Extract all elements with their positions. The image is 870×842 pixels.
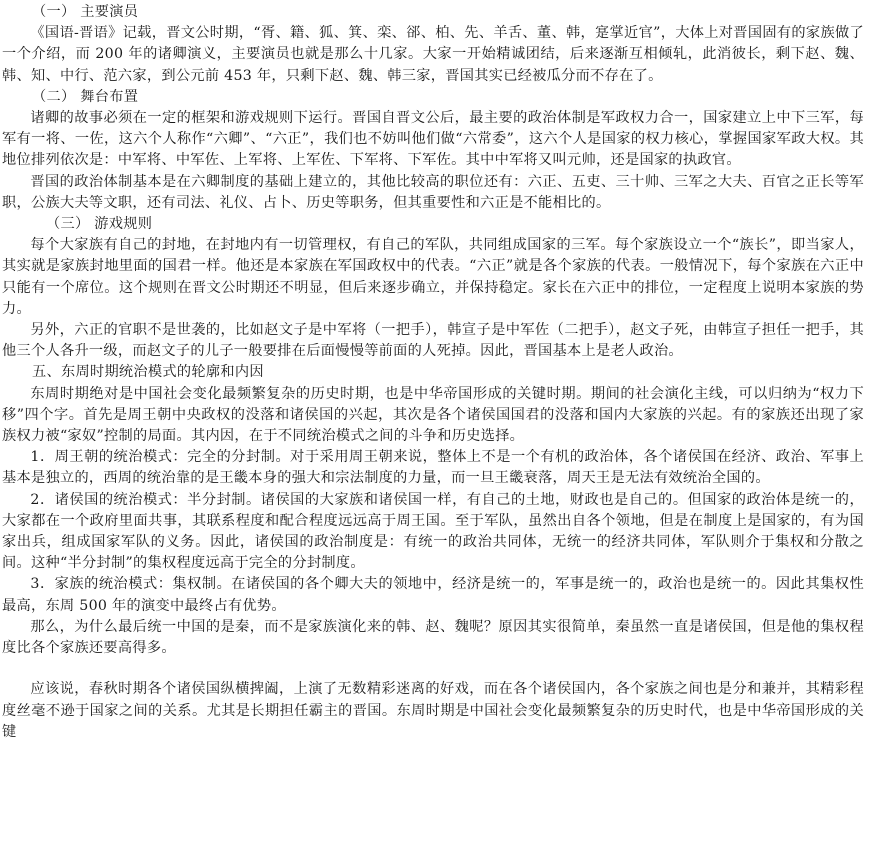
heading-section-five: 五、东周时期统治模式的轮廓和内因 xyxy=(32,364,264,381)
paragraph-rules-2: 另外，六正的官职不是世袭的，比如赵文子是中军将（一把手），韩宣子是中军佐（二把手），赵文子死，由韩宣子担任一把手，其他三个人各升一级，而赵文子的儿子一般要排在后面慢慢等前面的人死掉。因此，晋国基本上是老人政治。 xyxy=(2,322,864,360)
paragraph-rules-1: 每个大家族有自己的封地，在封地内有一切管理权，有自己的军队，共同组成国家的三军。每个家族设立一个“族长”，即当家人，其实就是家族封地里面的国君一样。他还是本家族在军国政权中的代表。“六正”就是各个家族的代表。一般情况下，每个家族在六正中只能有一个席位。这个规则在晋文公时期还不明显，但后来逐步确立，并保持稳定。家长在六正中的排位，一定程度上说明本家族的势力。 xyxy=(2,237,864,317)
list-item-vassal-mode: 2．诸侯国的统治模式：半分封制。诸侯国的大家族和诸侯国一样，有自己的土地，财政也是自己的。但国家的政治体是统一的，大家都在一个政府里面共事，其联系程度和配合程度远远高于周王国。至于军队，虽然出自各个领地，但是在制度上是国家的，有为国家出兵，组成国家军队的义务。因此，诸侯国的政治制度是：有统一的政治共同体，无统一的经济共同体，军队则介于集权和分散之间。这种“半分封制”的集权程度远高于完全的分封制度。 xyxy=(2,491,864,572)
paragraph-section-five-intro: 东周时期绝对是中国社会变化最频繁复杂的历史时期，也是中华帝国形成的关键时期。期间的社会演化主线，可以归纳为“权力下移”四个字。首先是周王朝中央政权的没落和诸侯国的兴起，其次是各个诸侯国国君的没落和国内大家族的兴起。有的家族还出现了家族权力被“家奴”控制的局面。其内因，在于不同统治模式之间的斗争和历史选择。 xyxy=(2,385,864,445)
paragraph-stage-2: 晋国的政治体制基本是在六卿制度的基础上建立的，其他比较高的职位还有：六正、五吏、三十帅、三军之大夫、百官之正长等军职，公族大夫等文职，还有司法、礼仪、占卜、历史等职务，但其重要性和六正是不能相比的。 xyxy=(2,173,864,211)
heading-main-actors: （一） 主要演员 xyxy=(32,4,139,20)
list-item-zhou-mode: 1．周王朝的统治模式：完全的分封制。对于采用周王朝来说，整体上不是一个有机的政治体，各个诸侯国在经济、政治、军事上基本是独立的，西周的统治靠的是王畿本身的强大和宗法制度的力量，而一旦王畿衰落，周天王是无法有效统治全国的。 xyxy=(2,449,864,487)
paragraph-conclusion: 那么，为什么最后统一中国的是秦，而不是家族演化来的韩、赵、魏呢？原因其实很简单，秦虽然一直是诸侯国，但是他的集权程度比各个家族还要高得多。 xyxy=(2,618,864,657)
list-item-clan-mode: 3．家族的统治模式：集权制。在诸侯国的各个卿大夫的领地中，经济是统一的，军事是统一的，政治也是统一的。因此其集权性最高，东周 500 年的演变中最终占有优势。 xyxy=(2,576,864,614)
paragraph-closing: 应该说，春秋时期各个诸侯国纵横捭阖，上演了无数精彩迷离的好戏，而在各个诸侯国内，各个家族之间也是分和兼并，其精彩程度丝毫不逊于国家之间的关系。尤其是长期担任霸主的晋国。东周时期是中国社会变化最频繁复杂的历史时代，也是中华帝国形成的关键 xyxy=(2,681,864,740)
paragraph-gap xyxy=(2,659,864,679)
heading-game-rules: （三） 游戏规则 xyxy=(46,216,153,233)
heading-stage-setup: （二） 舞台布置 xyxy=(32,88,139,105)
paragraph-stage-1: 诸卿的故事必须在一定的框架和游戏规则下运行。晋国自晋文公后，最主要的政治体制是军政权力合一，国家建立上中下三军，每军有一将、一佐，这六个人称作“六卿”、“六正”，我们也不妨叫他们做“六常委”，这六个人是国家的权力核心，掌握国家军政大权。其地位排列依次是：中军将、中军佐、上军将、上军佐、下军将、下军佐。其中中军将又叫元帅，还是国家的执政官。 xyxy=(2,110,864,169)
paragraph-actors: 《国语-晋语》记载，晋文公时期，“胥、籍、狐、箕、栾、郤、柏、先、羊舌、董、韩，寔掌近官”，大体上对晋国固有的家族做了一个介绍，而 200 年的诸卿演义，主要演员也就是那么十几家。大家一开始精诚团结，后来逐渐互相倾轧，此消彼长，剩下赵、魏、韩、知、中行、范六家，到公元前 453 年，只剩下赵、魏、韩三家，晋国其实已经被瓜分而不存在了。 xyxy=(2,25,864,84)
